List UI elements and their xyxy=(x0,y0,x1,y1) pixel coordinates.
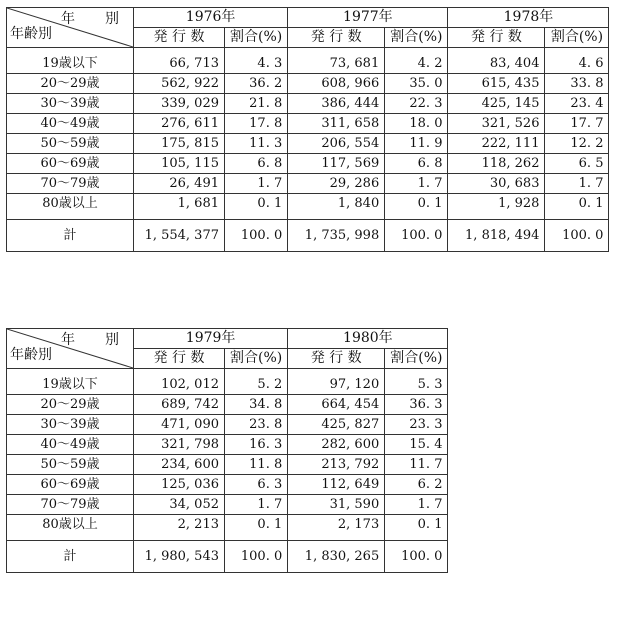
count-cell: 29, 286 xyxy=(288,174,385,194)
table-row xyxy=(7,415,448,435)
ratio-cell: 36. 2 xyxy=(225,74,288,94)
count-cell: 1, 681 xyxy=(134,194,225,220)
ratio-cell: 6. 5 xyxy=(545,154,609,174)
count-cell: 386, 444 xyxy=(288,94,385,114)
count-cell: 562, 922 xyxy=(134,74,225,94)
count-cell: 206, 554 xyxy=(288,134,385,154)
count-cell: 425, 145 xyxy=(448,94,545,114)
corner-year-label: 年 別 xyxy=(61,11,127,27)
total-count: 1, 554, 377 xyxy=(134,220,225,252)
age-group-label: 60〜69歳 xyxy=(7,475,134,495)
ratio-cell: 16. 3 xyxy=(225,435,288,455)
age-group-label: 80歳以上 xyxy=(7,194,134,220)
count-cell: 30, 683 xyxy=(448,174,545,194)
ratio-cell: 0. 1 xyxy=(545,194,609,220)
count-column-header: 発 行 数 xyxy=(134,28,225,48)
total-row xyxy=(7,220,609,252)
count-column-header: 発 行 数 xyxy=(448,28,545,48)
total-label: 計 xyxy=(7,541,134,573)
count-cell: 73, 681 xyxy=(288,48,385,74)
count-column-header: 発 行 数 xyxy=(288,349,385,369)
table-row xyxy=(7,154,609,174)
ratio-cell: 5. 2 xyxy=(225,369,288,395)
table-corner-header xyxy=(7,8,134,48)
age-group-label: 40〜49歳 xyxy=(7,114,134,134)
table-row xyxy=(7,74,609,94)
ratio-cell: 0. 1 xyxy=(385,515,448,541)
age-group-label: 20〜29歳 xyxy=(7,74,134,94)
table-row xyxy=(7,114,609,134)
age-group-label: 50〜59歳 xyxy=(7,455,134,475)
count-cell: 311, 658 xyxy=(288,114,385,134)
count-cell: 34, 052 xyxy=(134,495,225,515)
count-cell: 2, 173 xyxy=(288,515,385,541)
table-row xyxy=(7,194,609,220)
ratio-cell: 22. 3 xyxy=(385,94,448,114)
table-row xyxy=(7,134,609,154)
count-cell: 83, 404 xyxy=(448,48,545,74)
ratio-cell: 23. 4 xyxy=(545,94,609,114)
ratio-cell: 17. 7 xyxy=(545,114,609,134)
ratio-cell: 1. 7 xyxy=(545,174,609,194)
age-group-label: 70〜79歳 xyxy=(7,174,134,194)
total-ratio: 100. 0 xyxy=(225,220,288,252)
ratio-cell: 35. 0 xyxy=(385,74,448,94)
table-row xyxy=(7,369,448,395)
age-group-label: 30〜39歳 xyxy=(7,415,134,435)
age-group-label: 40〜49歳 xyxy=(7,435,134,455)
age-group-label: 19歳以下 xyxy=(7,369,134,395)
ratio-cell: 11. 9 xyxy=(385,134,448,154)
count-cell: 339, 029 xyxy=(134,94,225,114)
total-ratio: 100. 0 xyxy=(385,220,448,252)
total-count: 1, 735, 998 xyxy=(288,220,385,252)
ratio-cell: 36. 3 xyxy=(385,395,448,415)
ratio-cell: 21. 8 xyxy=(225,94,288,114)
ratio-cell: 0. 1 xyxy=(225,515,288,541)
ratio-cell: 12. 2 xyxy=(545,134,609,154)
count-cell: 102, 012 xyxy=(134,369,225,395)
age-group-label: 70〜79歳 xyxy=(7,495,134,515)
ratio-cell: 0. 1 xyxy=(385,194,448,220)
total-count: 1, 818, 494 xyxy=(448,220,545,252)
count-cell: 213, 792 xyxy=(288,455,385,475)
count-cell: 105, 115 xyxy=(134,154,225,174)
count-cell: 276, 611 xyxy=(134,114,225,134)
count-cell: 222, 111 xyxy=(448,134,545,154)
ratio-cell: 17. 8 xyxy=(225,114,288,134)
ratio-cell: 23. 8 xyxy=(225,415,288,435)
corner-age-label: 年齢別 xyxy=(10,26,52,42)
count-cell: 112, 649 xyxy=(288,475,385,495)
count-cell: 282, 600 xyxy=(288,435,385,455)
year-header: 1977年 xyxy=(288,8,448,28)
age-group-label: 19歳以下 xyxy=(7,48,134,74)
count-cell: 321, 798 xyxy=(134,435,225,455)
issuance-table-1976-1978 xyxy=(6,7,609,252)
ratio-cell: 1. 7 xyxy=(225,495,288,515)
count-cell: 31, 590 xyxy=(288,495,385,515)
ratio-cell: 11. 3 xyxy=(225,134,288,154)
count-cell: 118, 262 xyxy=(448,154,545,174)
total-label: 計 xyxy=(7,220,134,252)
ratio-cell: 1. 7 xyxy=(385,495,448,515)
count-cell: 471, 090 xyxy=(134,415,225,435)
ratio-column-header: 割合(%) xyxy=(545,28,609,48)
ratio-cell: 33. 8 xyxy=(545,74,609,94)
total-count: 1, 980, 543 xyxy=(134,541,225,573)
year-header: 1976年 xyxy=(134,8,288,28)
ratio-cell: 4. 6 xyxy=(545,48,609,74)
count-column-header: 発 行 数 xyxy=(288,28,385,48)
count-cell: 97, 120 xyxy=(288,369,385,395)
table-row xyxy=(7,174,609,194)
count-cell: 175, 815 xyxy=(134,134,225,154)
count-cell: 66, 713 xyxy=(134,48,225,74)
table-body xyxy=(7,369,448,541)
ratio-cell: 23. 3 xyxy=(385,415,448,435)
ratio-column-header: 割合(%) xyxy=(385,28,448,48)
age-group-label: 60〜69歳 xyxy=(7,154,134,174)
count-cell: 425, 827 xyxy=(288,415,385,435)
ratio-cell: 1. 7 xyxy=(225,174,288,194)
ratio-cell: 5. 3 xyxy=(385,369,448,395)
table-corner-header xyxy=(7,329,134,369)
table-row xyxy=(7,435,448,455)
total-count: 1, 830, 265 xyxy=(288,541,385,573)
count-cell: 2, 213 xyxy=(134,515,225,541)
count-cell: 26, 491 xyxy=(134,174,225,194)
ratio-cell: 6. 8 xyxy=(385,154,448,174)
year-header: 1978年 xyxy=(448,8,609,28)
age-group-label: 50〜59歳 xyxy=(7,134,134,154)
year-header: 1980年 xyxy=(288,329,448,349)
total-row xyxy=(7,541,448,573)
ratio-cell: 4. 3 xyxy=(225,48,288,74)
count-cell: 1, 840 xyxy=(288,194,385,220)
table-row xyxy=(7,395,448,415)
count-cell: 664, 454 xyxy=(288,395,385,415)
corner-year-label: 年 別 xyxy=(61,332,127,348)
count-cell: 615, 435 xyxy=(448,74,545,94)
ratio-cell: 34. 8 xyxy=(225,395,288,415)
ratio-column-header: 割合(%) xyxy=(385,349,448,369)
ratio-cell: 18. 0 xyxy=(385,114,448,134)
total-ratio: 100. 0 xyxy=(385,541,448,573)
ratio-cell: 1. 7 xyxy=(385,174,448,194)
table-row xyxy=(7,48,609,74)
table-row xyxy=(7,515,448,541)
age-group-label: 30〜39歳 xyxy=(7,94,134,114)
age-group-label: 20〜29歳 xyxy=(7,395,134,415)
ratio-column-header: 割合(%) xyxy=(225,349,288,369)
count-cell: 117, 569 xyxy=(288,154,385,174)
count-cell: 689, 742 xyxy=(134,395,225,415)
count-cell: 125, 036 xyxy=(134,475,225,495)
table-body xyxy=(7,48,609,220)
table-row xyxy=(7,455,448,475)
ratio-cell: 0. 1 xyxy=(225,194,288,220)
count-cell: 234, 600 xyxy=(134,455,225,475)
ratio-cell: 11. 7 xyxy=(385,455,448,475)
total-ratio: 100. 0 xyxy=(225,541,288,573)
ratio-cell: 6. 2 xyxy=(385,475,448,495)
total-ratio: 100. 0 xyxy=(545,220,609,252)
count-cell: 608, 966 xyxy=(288,74,385,94)
count-cell: 1, 928 xyxy=(448,194,545,220)
year-header: 1979年 xyxy=(134,329,288,349)
ratio-cell: 11. 8 xyxy=(225,455,288,475)
ratio-cell: 6. 3 xyxy=(225,475,288,495)
table-row xyxy=(7,475,448,495)
table-row xyxy=(7,94,609,114)
count-column-header: 発 行 数 xyxy=(134,349,225,369)
age-group-label: 80歳以上 xyxy=(7,515,134,541)
ratio-cell: 6. 8 xyxy=(225,154,288,174)
table-row xyxy=(7,495,448,515)
ratio-cell: 15. 4 xyxy=(385,435,448,455)
ratio-cell: 4. 2 xyxy=(385,48,448,74)
corner-age-label: 年齢別 xyxy=(10,347,52,363)
issuance-table-1979-1980 xyxy=(6,328,448,573)
count-cell: 321, 526 xyxy=(448,114,545,134)
ratio-column-header: 割合(%) xyxy=(225,28,288,48)
